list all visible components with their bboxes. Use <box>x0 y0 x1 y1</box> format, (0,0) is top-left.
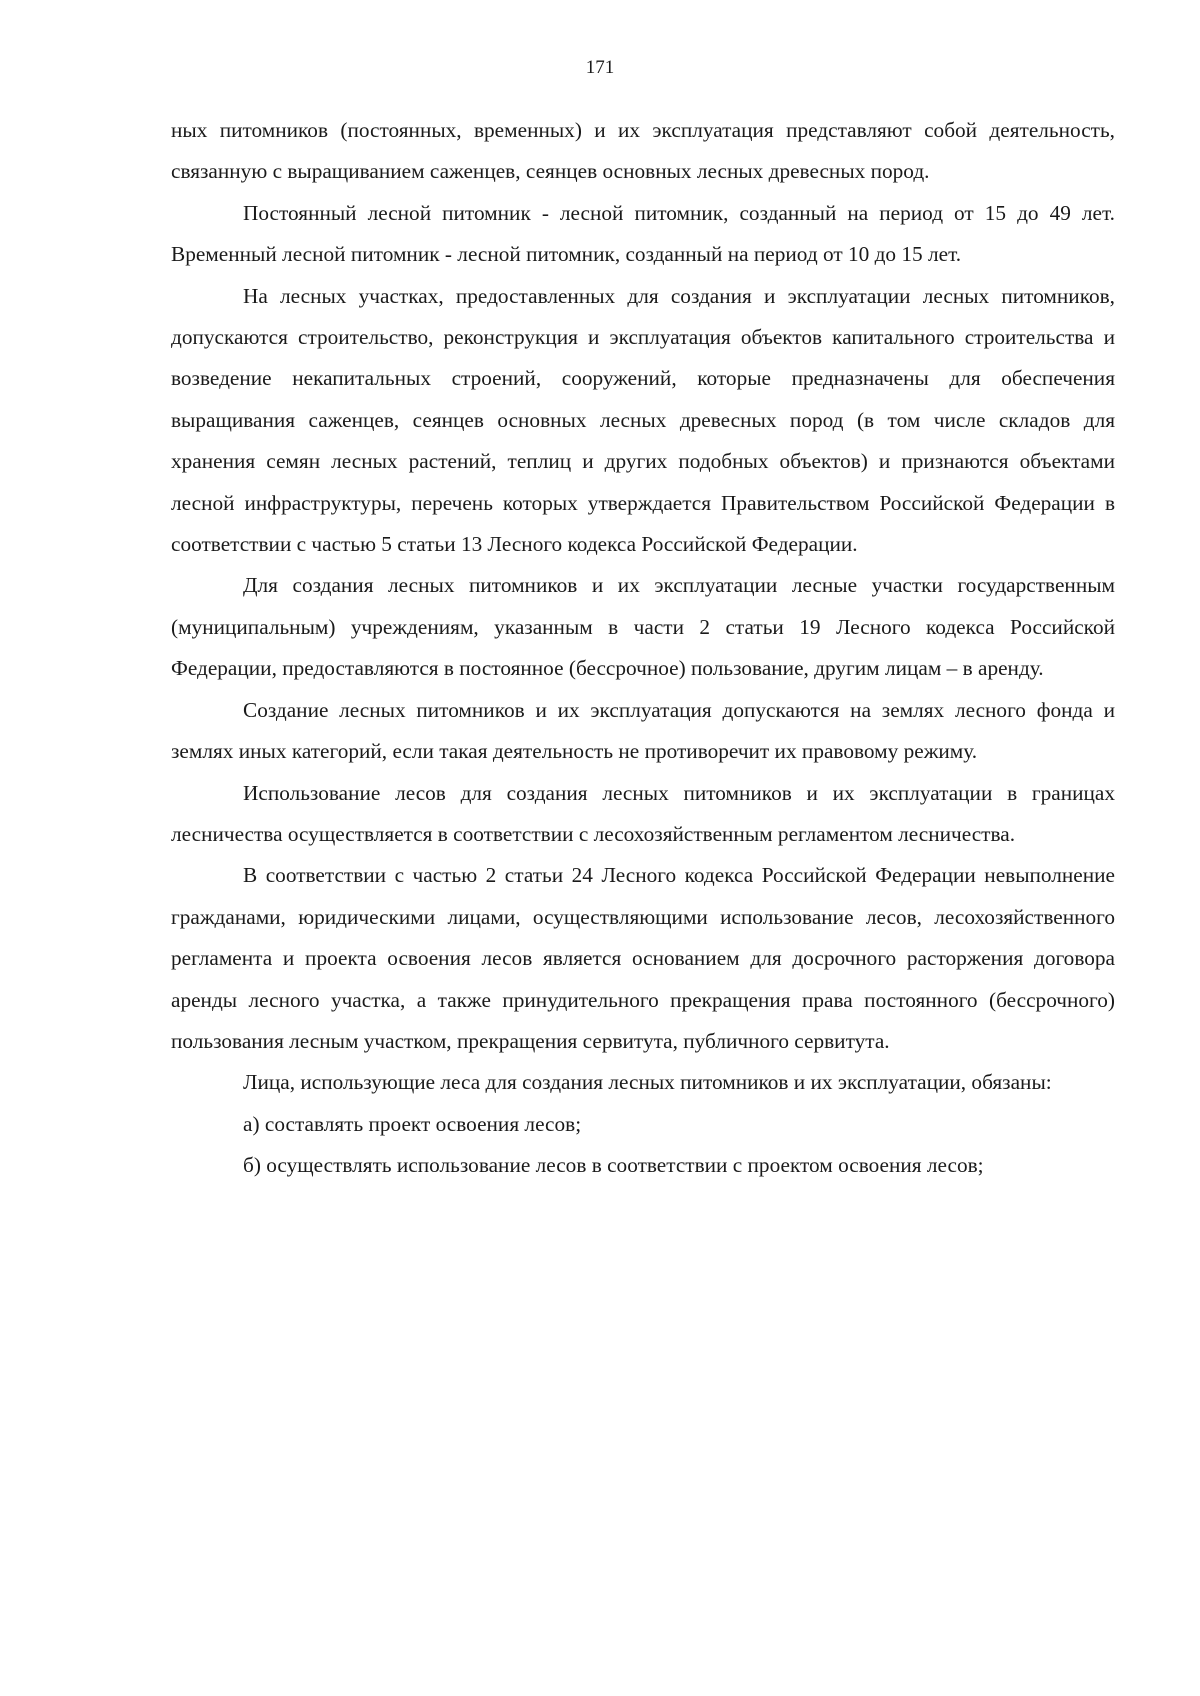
paragraph-land-provision: Для создания лесных питомников и их эксплуатации лесные участки государственным (муниципальным) учреждениям, указанным в части 2 статьи 19 Лесного кодекса Российской Федерации, предоставляются в постоянное (бессрочное) пользование, другим лицам – в аренду. <box>171 573 1115 681</box>
page-number: 171 <box>585 57 615 78</box>
paragraph-continuation: ных питомников (постоянных, временных) и их эксплуатация представляют собой деятельность, связанную с выращиванием саженцев, сеянцев основных лесных древесных пород. <box>171 118 1115 184</box>
paragraph-obligations-intro: Лица, использующие леса для создания лесных питомников и их эксплуатации, обязаны: <box>243 1070 1052 1095</box>
paragraph-nursery-periods: Постоянный лесной питомник - лесной питомник, созданный на период от 15 до 49 лет. Временный лесной питомник - лесной питомник, созданный на период от 10 до 15 лет. <box>171 200 1115 267</box>
paragraph-non-compliance: В соответствии с частью 2 статьи 24 Лесного кодекса Российской Федерации невыполнение гражданами, юридическими лицами, осуществляющими использование лесов, лесохозяйственного регламента и проекта освоения лесов является основанием для досрочного расторжения договора аренды лесного участка, а также принудительного прекращения права постоянного (бессрочного) пользования лесным участком, прекращения сервитута, публичного сервитута. <box>171 863 1115 1053</box>
document-body <box>171 110 1115 1187</box>
list-item-a: а) составлять проект освоения лесов; <box>243 1111 582 1136</box>
paragraph-forestry-regulations: Использование лесов для создания лесных питомников и их эксплуатации в границах лесничества осуществляется в соответствии с лесохозяйственным регламентом лесничества. <box>171 780 1115 846</box>
list-item-b: б) осуществлять использование лесов в соответствии с проектом освоения лесов; <box>243 1153 984 1178</box>
paragraph-land-categories: Создание лесных питомников и их эксплуатация допускаются на землях лесного фонда и землях иных категорий, если такая деятельность не противоречит их правовому режиму. <box>171 697 1115 764</box>
paragraph-nursery-construction: На лесных участках, предоставленных для создания и эксплуатации лесных питомников, допускаются строительство, реконструкция и эксплуатация объектов капитального строительства и возведение некапитальных строений, сооружений, которые предназначены для обеспечения выращивания саженцев, сеянцев основных лесных древесных пород (в том числе складов для хранения семян лесных растений, теплиц и других подобных объектов) и признаются объектами лесной инфраструктуры, перечень которых утверждается Правительством Российской Федерации в соответствии с частью 5 статьи 13 Лесного кодекса Российской Федерации. <box>171 283 1115 557</box>
